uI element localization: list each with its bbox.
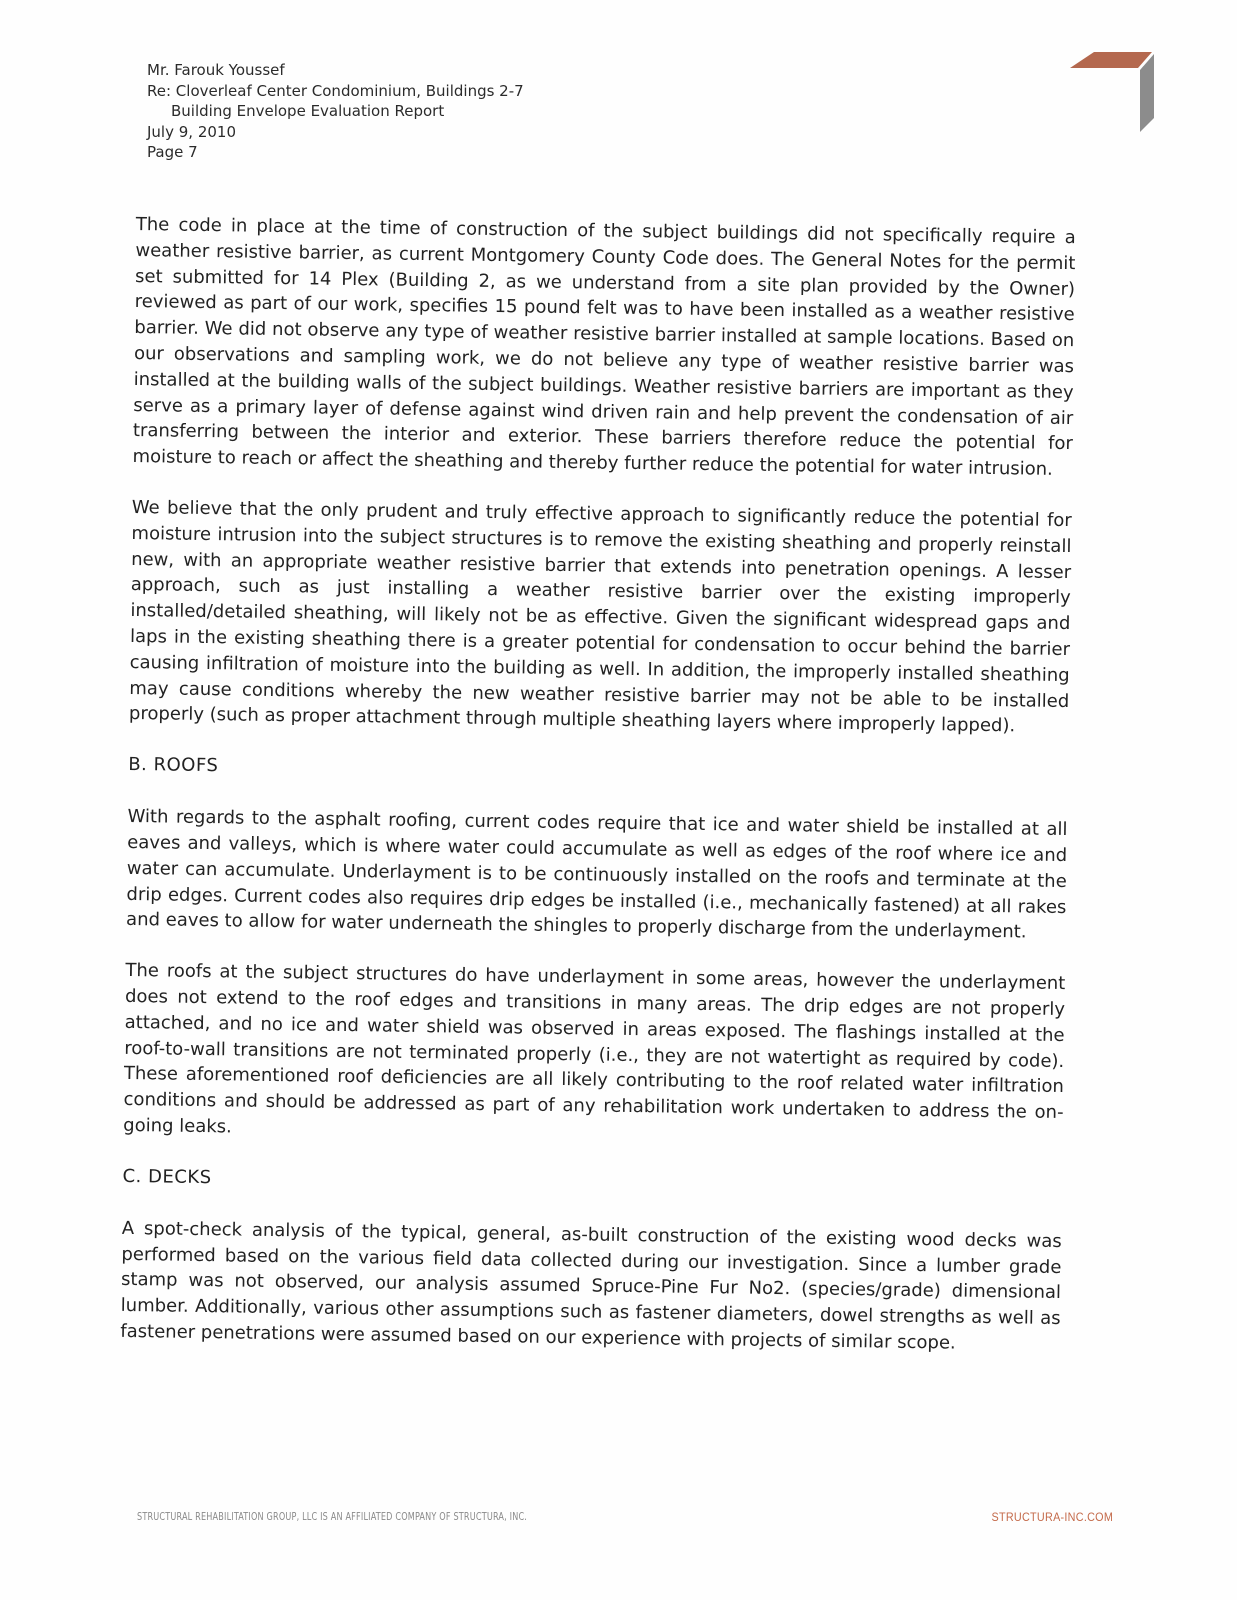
section-heading-decks: C. DECKS bbox=[122, 1165, 212, 1188]
report-title: Building Envelope Evaluation Report bbox=[171, 102, 445, 120]
paragraph-deck-analysis: A spot-check analysis of the typical, general, as-built construction of the existing wood decks was performed based on the various field data collected during our investigation. Since a lumber grade stamp was not observed, our analysis assumed Spruce-Pine Fur No2. (species/grade) dimensional lumber. Additionally, various other assumptions such as fastener diameters, dowel strengths as well as fastener penetrations were assumed based on our experience with projects of similar scope. bbox=[120, 1217, 1062, 1354]
paragraph-sheathing-approach: We believe that the only prudent and truly effective approach to significantly reduce the potential for moisture intrusion into the subject structures is to remove the existing sheathing and properly reinstall new, with an appropriate weather resistive barrier that extends into penetration openings. A lesser approach, such as just installing a weather resistive barrier over the existing improperly installed/detailed sheathing, will likely not be as effective. Given the significant widespread gaps and laps in the existing sheathing there is a greater potential for condensation to occur behind the barrier causing infiltration of moisture into the building as well. In addition, the improperly installed sheathing may cause conditions whereby the new weather resistive barrier may not be able to be installed properly (such as proper attachment through multiple sheathing layers where improperly lapped). bbox=[128, 496, 1072, 737]
footer-affiliation: STRUCTURAL REHABILITATION GROUP, LLC IS AN AFFILIATED COMPANY OF STRUCTURA, INC. bbox=[137, 1511, 528, 1523]
paragraph-roof-codes: With regards to the asphalt roofing, current codes require that ice and water shield be installed at all eaves and valleys, which is where water could accumulate as well as edges of the roof where ice and water can accumulate. Underlayment is to be continuously installed on the roofs and terminate at the drip edges. Current codes also requires drip edges be installed (i.e., mechanically fastened) at all rakes and eaves to allow for water underneath the shingles to properly discharge from the underlayment. bbox=[125, 806, 1068, 943]
paragraph-weather-barrier: The code in place at the time of construction of the subject buildings did not specifically require a weather resistive barrier, as current Montgomery County Code does. The General Notes for the permit set submitted for 14 Plex (Building 2, as we understand from a site plan provided by the Owner) reviewed as part of our work, specifies 15 pound felt was to have been installed as a weather resistive barrier. We did not observe any type of weather resistive barrier installed at sample locations. Based on our observations and sampling work, we do not believe any type of weather resistive barrier was installed at the building walls of the subject buildings. Weather resistive barriers are important as they serve as a primary layer of defense against wind driven rain and help prevent the condensation of air transferring between the interior and exterior. These barriers therefore reduce the potential for moisture to reach or affect the sheathing and thereby further reduce the potential for water intrusion. bbox=[132, 213, 1076, 480]
paragraph-roof-deficiencies: The roofs at the subject structures do have underlayment in some areas, however the underlayment does not extend to the roof edges and transitions in many areas. The drip edges are not properly attached, and no ice and water shield was observed in areas exposed. The flashings installed at the roof-to-wall transitions are not terminated properly (i.e., they are not watertight as required by code). These aforementioned roof deficiencies are all likely contributing to the roof related water infiltration conditions and should be addressed as part of any rehabilitation work undertaken to address the on-going leaks. bbox=[123, 960, 1066, 1138]
section-heading-roofs: B. ROOFS bbox=[128, 754, 219, 777]
logo-side-bar bbox=[1140, 54, 1154, 132]
recipient-name: Mr. Farouk Youssef bbox=[147, 61, 285, 79]
report-body bbox=[120, 212, 1076, 1383]
letter-header bbox=[147, 60, 524, 163]
structura-logo bbox=[1068, 48, 1158, 138]
letter-date: July 9, 2010 bbox=[147, 122, 236, 141]
logo-top-bar bbox=[1070, 52, 1152, 68]
page-number: Page 7 bbox=[147, 143, 198, 161]
footer-website-link[interactable]: STRUCTURA-INC.COM bbox=[991, 1510, 1113, 1524]
re-line: Re: Cloverleaf Center Condominium, Buildings 2-7 bbox=[147, 81, 524, 100]
